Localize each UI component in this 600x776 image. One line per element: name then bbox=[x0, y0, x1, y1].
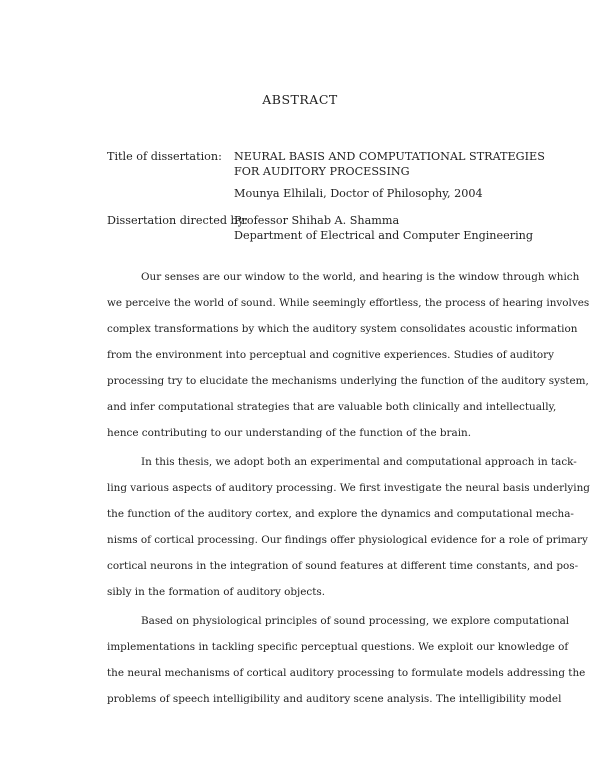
text-line: processing try to elucidate the mechanisms underlying the function of the auditory system, bbox=[107, 375, 589, 387]
director-info bbox=[234, 213, 554, 243]
text-line: implementations in tackling specific perceptual questions. We exploit our knowledge of bbox=[107, 641, 569, 653]
text-line: the neural mechanisms of cortical auditory processing to formulate models addressing the bbox=[107, 667, 586, 679]
director-name: Professor Shihab A. Shamma bbox=[234, 214, 400, 227]
text-line: complex transformations by which the auditory system consolidates acoustic information bbox=[107, 323, 578, 335]
text-line: sibly in the formation of auditory objects. bbox=[107, 586, 326, 598]
paragraph-2 bbox=[107, 453, 590, 609]
text-line: nisms of cortical processing. Our findings offer physiological evidence for a role of primary bbox=[107, 534, 588, 546]
dissertation-title bbox=[234, 149, 554, 179]
title-line: FOR AUDITORY PROCESSING bbox=[234, 165, 410, 178]
text-line: from the environment into perceptual and cognitive experiences. Studies of auditory bbox=[107, 349, 555, 361]
title-label: Title of dissertation: bbox=[107, 150, 222, 163]
text-line: Based on physiological principles of sound processing, we explore computational bbox=[141, 615, 570, 627]
abstract-body bbox=[107, 268, 590, 716]
text-line: the function of the auditory cortex, and explore the dynamics and computational mecha- bbox=[107, 508, 574, 520]
paragraph-1 bbox=[107, 268, 590, 450]
title-line: NEURAL BASIS AND COMPUTATIONAL STRATEGIES bbox=[234, 150, 545, 163]
text-line: and infer computational strategies that are valuable both clinically and intellectually, bbox=[107, 401, 557, 413]
text-line: cortical neurons in the integration of sound features at different time constants, and pos- bbox=[107, 560, 579, 572]
text-line: problems of speech intelligibility and auditory scene analysis. The intelligibility model bbox=[107, 693, 562, 705]
text-line: In this thesis, we adopt both an experimental and computational approach in tack- bbox=[141, 456, 577, 468]
text-line: ling various aspects of auditory processing. We first investigate the neural basis underlying bbox=[107, 482, 590, 494]
text-line: hence contributing to our understanding of the function of the brain. bbox=[107, 427, 472, 439]
director-label: Dissertation directed by: bbox=[107, 214, 248, 227]
abstract-heading: ABSTRACT bbox=[262, 92, 338, 107]
text-line: we perceive the world of sound. While seemingly effortless, the process of hearing involves bbox=[107, 297, 590, 309]
paragraph-3 bbox=[107, 612, 586, 716]
text-line: Our senses are our window to the world, and hearing is the window through which bbox=[141, 271, 580, 283]
author-line: Mounya Elhilali, Doctor of Philosophy, 2004 bbox=[234, 187, 483, 200]
director-department: Department of Electrical and Computer Engineering bbox=[234, 229, 534, 242]
